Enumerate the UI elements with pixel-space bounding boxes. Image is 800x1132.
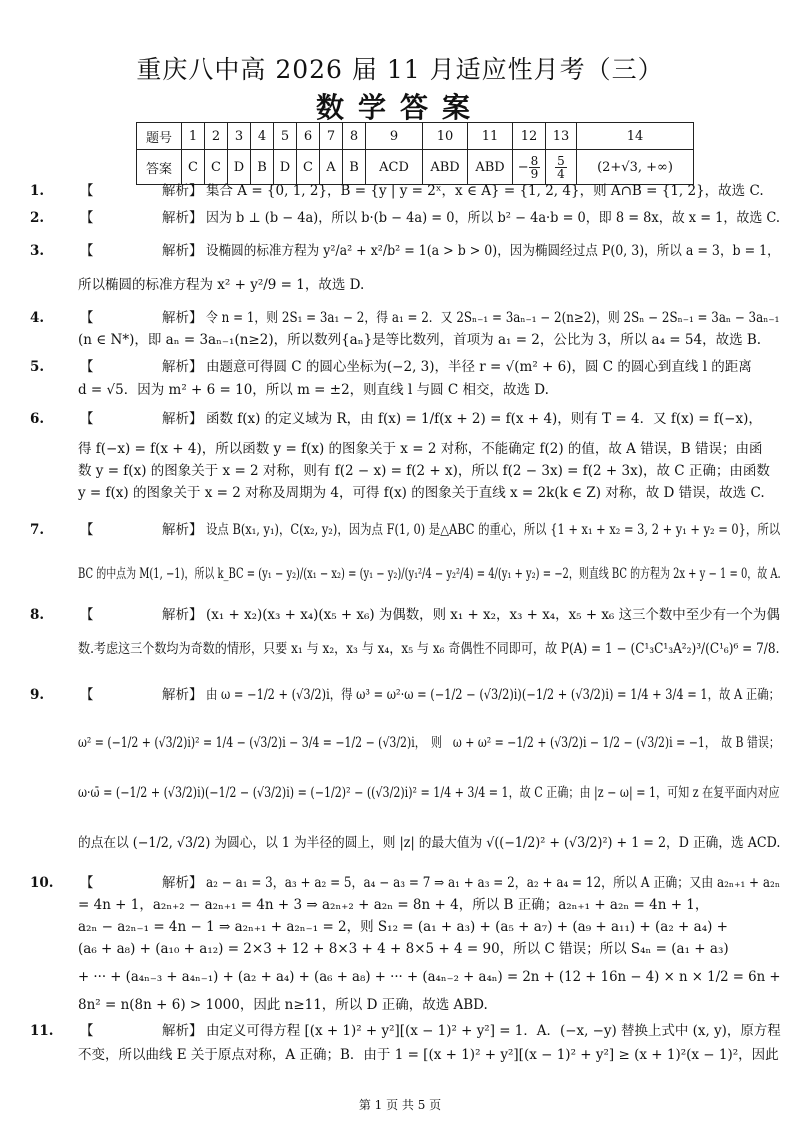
- solution-line: 的点在以 (−1/2, √3/2) 为圆心，以 1 为半径的圆上，则 |z| 的最大值为 √((−1/2)² + (√3/2)²) + 1 = 2，D 正确，选 ACD.: [78, 835, 781, 851]
- solution-line: a₂ₙ − a₂ₙ₋₁ = 4n − 1 ⇒ a₂ₙ₊₁ + a₂ₙ₋₁ = 2，则 S₁₂ = (a₁ + a₃) + (a₅ + a₇) + (a₉ + a₁₁) + (a₂ + a₄) +: [78, 919, 728, 935]
- header-label-cell: 题号: [137, 123, 182, 150]
- fraction-denominator: 4: [557, 166, 565, 181]
- solution-line: 由定义可得方程 [(x + 1)² + y²][(x − 1)² + y²] = 1．A．(−x, −y) 替换上式中 (x, y)，原方程: [206, 1023, 781, 1039]
- bracket-mark: 【: [80, 243, 94, 259]
- question-number-cell: 8: [343, 123, 366, 150]
- bracket-mark: 【: [80, 875, 94, 891]
- solution-line: 由题意可得圆 C 的圆心坐标为(−2, 3)，半径 r = √(m² + 6)，圆 C 的圆心到直线 l 的距离: [206, 359, 752, 375]
- solution-line: y = f(x) 的图象关于 x = 2 对称及周期为 4，可得 f(x) 的图象关于直线 x = 2k(k ∈ Z) 对称，故 D 错误，故选 C.: [78, 485, 765, 501]
- question-number-cell: 2: [205, 123, 228, 150]
- answer-cell: A: [320, 150, 343, 185]
- question-number-cell: 6: [297, 123, 320, 150]
- analysis-tag: 解析】: [162, 359, 203, 375]
- question-number: 8.: [30, 607, 45, 623]
- analysis-tag: 解析】: [162, 243, 203, 259]
- solution-line: 因为 b ⊥ (b − 4a)，所以 b·(b − 4a) = 0，所以 b² − 4a·b = 0，即 8 = 8x，故 x = 1，故选 C.: [206, 210, 781, 226]
- analysis-tag: 解析】: [162, 210, 203, 226]
- solution-line: 设椭圆的标准方程为 y²/a² + x²/b² = 1(a > b > 0)，因为椭圆经过点 P(0, 3)，所以 a = 3，b = 1，: [206, 243, 780, 259]
- analysis-tag: 解析】: [162, 607, 203, 623]
- question-number: 2.: [30, 210, 45, 226]
- solution-line: 得 f(−x) = f(x + 4)，所以函数 y = f(x) 的图象关于 x = 2 对称，不能确定 f(2) 的值，故 A 错误，B 错误；由函: [78, 441, 763, 457]
- question-number: 9.: [30, 687, 45, 703]
- solution-line: 数.考虑这三个数均为奇数的情形，只要 x₁ 与 x₂，x₃ 与 x₄，x₅ 与 x₆ 奇偶性不同即可，故 P(A) = 1 − (C¹₃C¹₃A²₂)³/(C¹₆)⁶ = 7/8.: [78, 641, 780, 657]
- question-number-cell: 13: [546, 123, 577, 150]
- analysis-tag: 解析】: [162, 411, 203, 427]
- question-number-cell: 10: [423, 123, 468, 150]
- analysis-tag: 解析】: [162, 875, 203, 891]
- fraction-sign: −: [517, 159, 529, 175]
- question-number: 1.: [30, 183, 45, 199]
- bracket-mark: 【: [80, 522, 94, 538]
- analysis-tag: 解析】: [162, 183, 203, 199]
- solution-line: (a₆ + a₈) + (a₁₀ + a₁₂) = 2×3 + 12 + 8×3 + 4 + 8×5 + 4 = 90，所以 C 错误；所以 S₄ₙ = (a₁ + a₃): [78, 941, 729, 957]
- solution-line: ω·ω̄ = (−1/2 + (√3/2)i)(−1/2 − (√3/2)i) = (−1/2)² − ((√3/2)i)² = 1/4 + 3/4 = 1，故 C 正确；由 |z − ω| = 1，可知 z 在复平面内对应: [78, 785, 780, 801]
- fraction-numerator: 5: [557, 153, 565, 168]
- solution-line: (x₁ + x₂)(x₃ + x₄)(x₅ + x₆) 为偶数，则 x₁ + x₂，x₃ + x₄，x₅ + x₆ 这三个数中至少有一个为偶: [206, 607, 780, 623]
- analysis-tag: 解析】: [162, 522, 203, 538]
- answer-cell: ABD: [468, 150, 513, 185]
- bracket-mark: 【: [80, 607, 94, 623]
- question-number-cell: 9: [366, 123, 423, 150]
- solution-line: ω² = (−1/2 + (√3/2)i)² = 1/4 − (√3/2)i − 3/4 = −1/2 − (√3/2)i， 则 ω + ω² = −1/2 + (√3/2)i − 1/2 − (√3/2)i = −1， 故 B 错误；: [78, 735, 780, 751]
- bracket-mark: 【: [80, 183, 94, 199]
- answer-cell: ABD: [423, 150, 468, 185]
- fraction-denominator: 9: [530, 166, 539, 181]
- bracket-mark: 【: [80, 310, 94, 326]
- document-subtitle: 数学答案: [315, 91, 484, 124]
- document-title: 重庆八中高 2026 届 11 月适应性月考（三）: [136, 55, 664, 84]
- answer-cell: ACD: [366, 150, 423, 185]
- question-number: 7.: [30, 522, 45, 538]
- question-number-cell: 1: [182, 123, 205, 150]
- fraction: [529, 155, 541, 180]
- solution-line: 由 ω = −1/2 + (√3/2)i，得 ω³ = ω²·ω = (−1/2 − (√3/2)i)(−1/2 + (√3/2)i) = 1/4 + 3/4 = 1，故 A 正确；: [206, 687, 780, 703]
- solution-line: 所以椭圆的标准方程为 x² + y²/9 = 1，故选 D.: [78, 277, 365, 293]
- question-number-cell: 4: [251, 123, 274, 150]
- fraction-numerator: 8: [530, 153, 539, 168]
- solution-line: 设点 B(x₁, y₁)，C(x₂, y₂)，因为点 F(1, 0) 是△ABC 的重心，所以 {1 + x₁ + x₂ = 3, 2 + y₁ + y₂ = 0}，所以: [206, 522, 781, 538]
- solution-line: a₂ − a₁ = 3，a₃ + a₂ = 5，a₄ − a₃ = 7 ⇒ a₁ + a₃ = 2，a₂ + a₄ = 12，所以 A 正确；又由 a₂ₙ₊₁ + a₂ₙ: [206, 875, 781, 891]
- answer-cell: B: [343, 150, 366, 185]
- question-number-cell: 12: [513, 123, 546, 150]
- solution-line: d = √5．因为 m² + 6 = 10，所以 m = ±2，则直线 l 与圆 C 相交，故选 D.: [78, 382, 549, 398]
- answer-cell: C: [297, 150, 320, 185]
- solution-line: 不变，所以曲线 E 关于原点对称，A 正确；B．由于 1 = [(x + 1)² + y²][(x − 1)² + y²] ≥ (x + 1)²(x − 1)²，因此: [78, 1047, 779, 1063]
- solution-line: (n ∈ N*)，即 aₙ = 3aₙ₋₁(n≥2)，所以数列{aₙ}是等比数列，首项为 a₁ = 2，公比为 3，所以 a₄ = 54，故选 B.: [78, 332, 762, 348]
- question-number-cell: 7: [320, 123, 343, 150]
- analysis-tag: 解析】: [162, 310, 203, 326]
- question-number-cell: 5: [274, 123, 297, 150]
- question-number: 6.: [30, 411, 45, 427]
- answer-label-cell: 答案: [137, 150, 182, 185]
- bracket-mark: 【: [80, 411, 94, 427]
- solution-line: 集合 A = {0, 1, 2}，B = {y | y = 2ˣ，x ∈ A} = {1, 2, 4}，则 A∩B = {1, 2}，故选 C.: [206, 183, 764, 199]
- bracket-mark: 【: [80, 210, 94, 226]
- answer-cell: (2+√3, +∞): [577, 150, 694, 185]
- solution-line: 8n² = n(8n + 6) > 1000，因此 n≥11，所以 D 正确，故选 ABD.: [78, 997, 488, 1013]
- bracket-mark: 【: [80, 1023, 94, 1039]
- solution-line: 令 n = 1，则 2S₁ = 3a₁ − 2，得 a₁ = 2．又 2Sₙ₋₁ = 3aₙ₋₁ − 2(n≥2)，则 2Sₙ − 2Sₙ₋₁ = 3aₙ − 3aₙ₋₁: [206, 310, 780, 326]
- answer-cell: D: [228, 150, 251, 185]
- solution-line: 函数 f(x) 的定义域为 R，由 f(x) = 1/f(x + 2) = f(x + 4)，则有 T = 4．又 f(x) = f(−x)，: [206, 411, 762, 427]
- answer-cell: C: [182, 150, 205, 185]
- solution-line: BC 的中点为 M(1, −1)，所以 k_BC = (y₁ − y₂)/(x₁ − x₂) = (y₁ − y₂)/(y₁²/4 − y₂²/4) = 4/(y₁ + y₂) = −2，则直线 BC 的方程为 2x + y − 1 = 0，故 A.: [78, 566, 781, 582]
- analysis-tag: 解析】: [162, 1023, 203, 1039]
- solution-line: = 4n + 1，a₂ₙ₊₂ − a₂ₙ₊₁ = 4n + 3 ⇒ a₂ₙ₊₂ + a₂ₙ = 8n + 4，所以 B 正确；a₂ₙ₊₁ + a₂ₙ = 4n + 1，: [78, 897, 709, 913]
- analysis-tag: 解析】: [162, 687, 203, 703]
- question-number: 4.: [30, 310, 45, 326]
- solution-line: + ··· + (a₄ₙ₋₃ + a₄ₙ₋₁) + (a₂ + a₄) + (a₆ + a₈) + ··· + (a₄ₙ₋₂ + a₄ₙ) = 2n + (12 + 16n − 4) × n × 1/2 = 6n +: [78, 969, 781, 985]
- question-number: 5.: [30, 359, 45, 375]
- answer-table: [136, 122, 694, 185]
- question-number-cell: 14: [577, 123, 694, 150]
- bracket-mark: 【: [80, 359, 94, 375]
- fraction: [555, 155, 567, 180]
- solution-line: 数 y = f(x) 的图象关于 x = 2 对称，则有 f(2 − x) = f(2 + x)，所以 f(2 − 3x) = f(2 + 3x)，故 C 正确；由函数: [78, 463, 770, 479]
- question-number-cell: 3: [228, 123, 251, 150]
- answer-table-header-row: [137, 123, 694, 150]
- question-number: 10.: [30, 875, 54, 891]
- question-number: 11.: [30, 1023, 54, 1039]
- answer-cell: D: [274, 150, 297, 185]
- question-number-cell: 11: [468, 123, 513, 150]
- question-number: 3.: [30, 243, 45, 259]
- answer-cell: B: [251, 150, 274, 185]
- answer-cell: C: [205, 150, 228, 185]
- bracket-mark: 【: [80, 687, 94, 703]
- page-footer: 第 1 页 共 5 页: [358, 1098, 442, 1112]
